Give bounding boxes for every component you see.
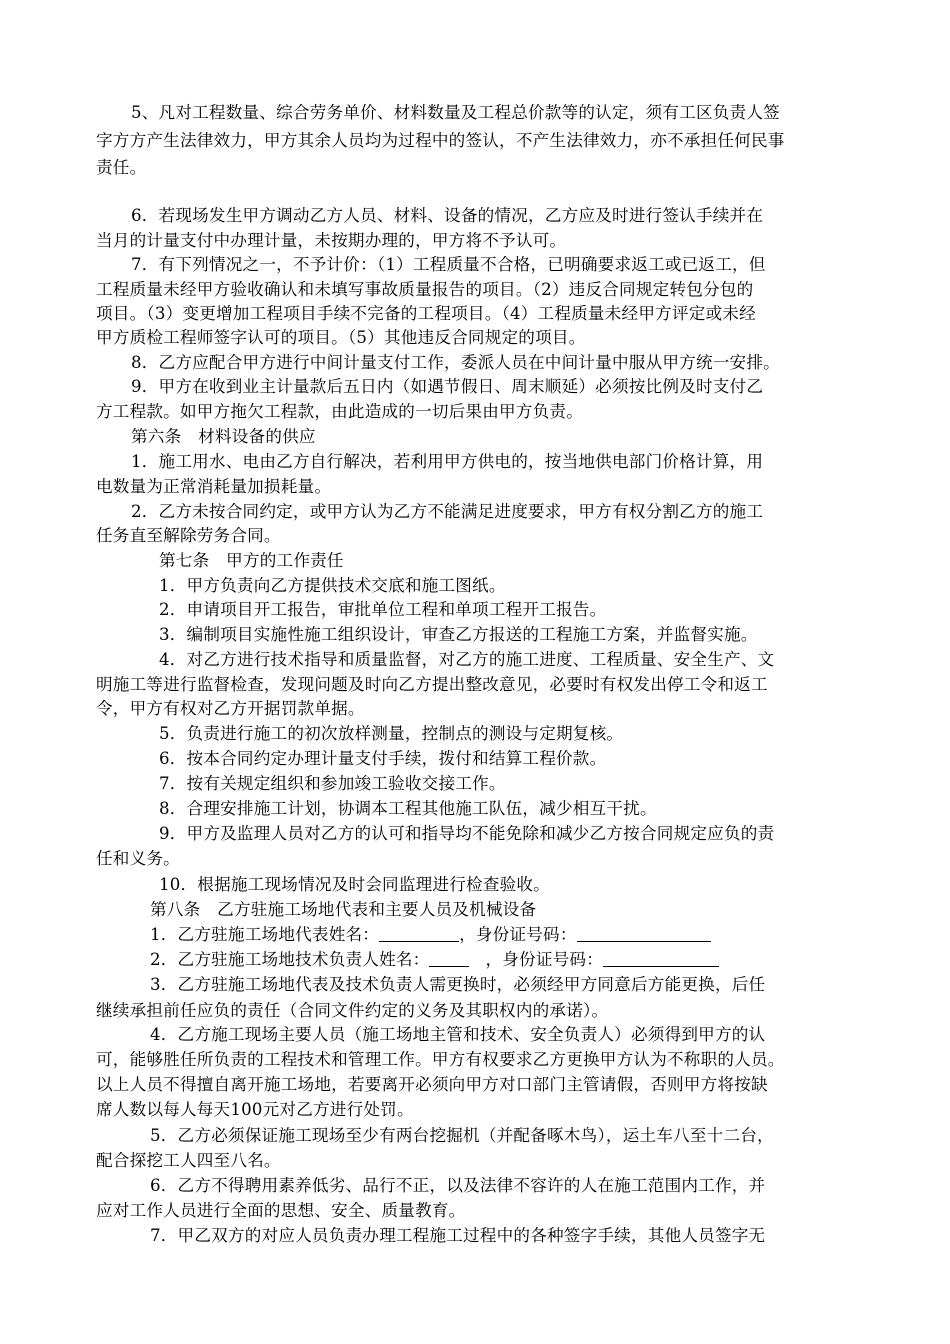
text-line: 3．乙方驻施工场地代表及技术负责人需更换时，必须经甲方同意后方能更换，后任 xyxy=(150,975,766,994)
text-line: 3．编制项目实施性施工组织设计，审查乙方报送的工程施工方案，并监督实施。 xyxy=(159,625,758,644)
form-line-representative xyxy=(150,923,930,947)
representative-name-blank xyxy=(379,925,459,942)
text-line: 2．申请项目开工报告，审批单位工程和单项工程开工报告。 xyxy=(159,600,607,619)
tech-lead-name-blank xyxy=(429,950,469,967)
tech-lead-id-blank xyxy=(603,950,719,967)
text-line: 10．根据施工现场情况及时会同监理进行检查验收。 xyxy=(159,875,550,894)
text-line: 1．甲方负责向乙方提供技术交底和施工图纸。 xyxy=(159,576,506,595)
text-line: 9．甲方及监理人员对乙方的认可和指导均不能免除和减少乙方按合同规定应负的责 xyxy=(159,824,775,843)
text-line: 7．有下列情况之一，不予计价：（1）工程质量不合格，已明确要求返工或已返工，但 xyxy=(131,255,766,274)
text-line: 以上人员不得擅自离开施工场地，若要离开必须向甲方对口部门主管请假，否则甲方将按缺 xyxy=(96,1075,768,1094)
section-heading: 第六条 材料设备的供应 xyxy=(131,427,316,446)
text-line: 电数量为正常消耗量加损耗量。 xyxy=(96,477,332,496)
text-line: 责任。 xyxy=(96,158,147,177)
text-line: 明施工等进行监督检查，发现问题及时向乙方提出整改意见，必要时有权发出停工令和返工 xyxy=(96,675,768,694)
form-line-technical-lead xyxy=(150,948,930,972)
text-line: 字方方产生法律效力，甲方其余人员均为过程中的签认，不产生法律效力，亦不承担任何民事 xyxy=(96,131,785,150)
text-line: 6．按本合同约定办理计量支付手续，拨付和结算工程价款。 xyxy=(159,749,607,768)
text-line: 当月的计量支付中办理计量，未按期办理的，甲方将不予认可。 xyxy=(96,231,567,250)
text-line: 继续承担前任应负的责任（合同文件约定的义务及其职权内的承诺）。 xyxy=(96,1001,609,1020)
text-line: 8．乙方应配合甲方进行中间计量支付工作，委派人员在中间计量中服从甲方统一安排。 xyxy=(131,353,780,372)
text-line: 1．施工用水、电由乙方自行解决，若利用甲方供电的，按当地供电部门价格计算，用 xyxy=(131,452,764,471)
text-line: 6．乙方不得聘用素养低劣、品行不正，以及法律不容许的人在施工范围内工作，并 xyxy=(150,1176,766,1195)
text-line: 6．若现场发生甲方调动乙方人员、材料、设备的情况，乙方应及时进行签认手续并在 xyxy=(131,206,764,225)
representative-id-label: ，身份证号码： xyxy=(459,925,577,944)
text-line: 甲方质检工程师签字认可的项目。（5）其他违反合同规定的项目。 xyxy=(96,328,586,347)
text-line: 5．乙方必须保证施工现场至少有两台挖掘机（并配备啄木鸟），运土车八至十二台， xyxy=(150,1126,774,1145)
section-heading: 第八条 乙方驻施工场地代表和主要人员及机械设备 xyxy=(150,900,537,919)
text-line: 7．按有关规定组织和参加竣工验收交接工作。 xyxy=(159,774,506,793)
text-line: 4．对乙方进行技术指导和质量监督，对乙方的施工进度、工程质量、安全生产、文 xyxy=(159,650,775,669)
text-line: 应对工作人员进行全面的思想、安全、质量教育。 xyxy=(96,1201,466,1220)
text-line: 可，能够胜任所负责的工程技术和管理工作。甲方有权要求乙方更换甲方认为不称职的人员。 xyxy=(96,1050,785,1069)
text-line: 2．乙方未按合同约定，或甲方认为乙方不能满足进度要求，甲方有权分割乙方的施工 xyxy=(131,502,764,521)
text-line: 令，甲方有权对乙方开据罚款单据。 xyxy=(96,699,365,718)
text-line: 任务直至解除劳务合同。 xyxy=(96,526,281,545)
section-heading: 第七条 甲方的工作责任 xyxy=(159,551,344,570)
text-line: 7．甲乙双方的对应人员负责办理工程施工过程中的各种签字手续，其他人员签字无 xyxy=(150,1226,766,1245)
text-line: 4．乙方施工现场主要人员（施工场地主管和技术、安全负责人）必须得到甲方的认 xyxy=(150,1025,766,1044)
tech-lead-name-label: 2．乙方驻施工场地技术负责人姓名： xyxy=(150,950,430,969)
representative-id-blank xyxy=(577,925,711,942)
text-line: 8．合理安排施工计划，协调本工程其他施工队伍，减少相互干扰。 xyxy=(159,799,657,818)
representative-name-label: 1．乙方驻施工场地代表姓名： xyxy=(150,925,380,944)
text-line: 工程质量未经甲方验收确认和未填写事故质量报告的项目。（2）违反合同规定转包分包的 xyxy=(96,280,754,299)
tech-lead-id-label: ，身份证号码： xyxy=(485,950,604,969)
text-line: 5、凡对工程数量、综合劳务单价、材料数量及工程总价款等的认定，须有工区负责人签 xyxy=(131,103,780,122)
text-line: 配合探挖工人四至八名。 xyxy=(96,1151,281,1170)
text-line: 任和义务。 xyxy=(96,849,180,868)
text-line: 方工程款。如甲方拖欠工程款，由此造成的一切后果由甲方负责。 xyxy=(96,402,584,421)
text-line: 席人数以每人每天100元对乙方进行处罚。 xyxy=(96,1100,414,1119)
text-line: 9．甲方在收到业主计量款后五日内（如遇节假日、周末顺延）必须按比例及时支付乙 xyxy=(131,377,764,396)
text-line: 5．负责进行施工的初次放样测量，控制点的测设与定期复核。 xyxy=(159,724,624,743)
text-line: 项目。（3）变更增加工程项目手续不完备的工程项目。（4）工程质量未经甲方评定或未经 xyxy=(96,304,756,323)
